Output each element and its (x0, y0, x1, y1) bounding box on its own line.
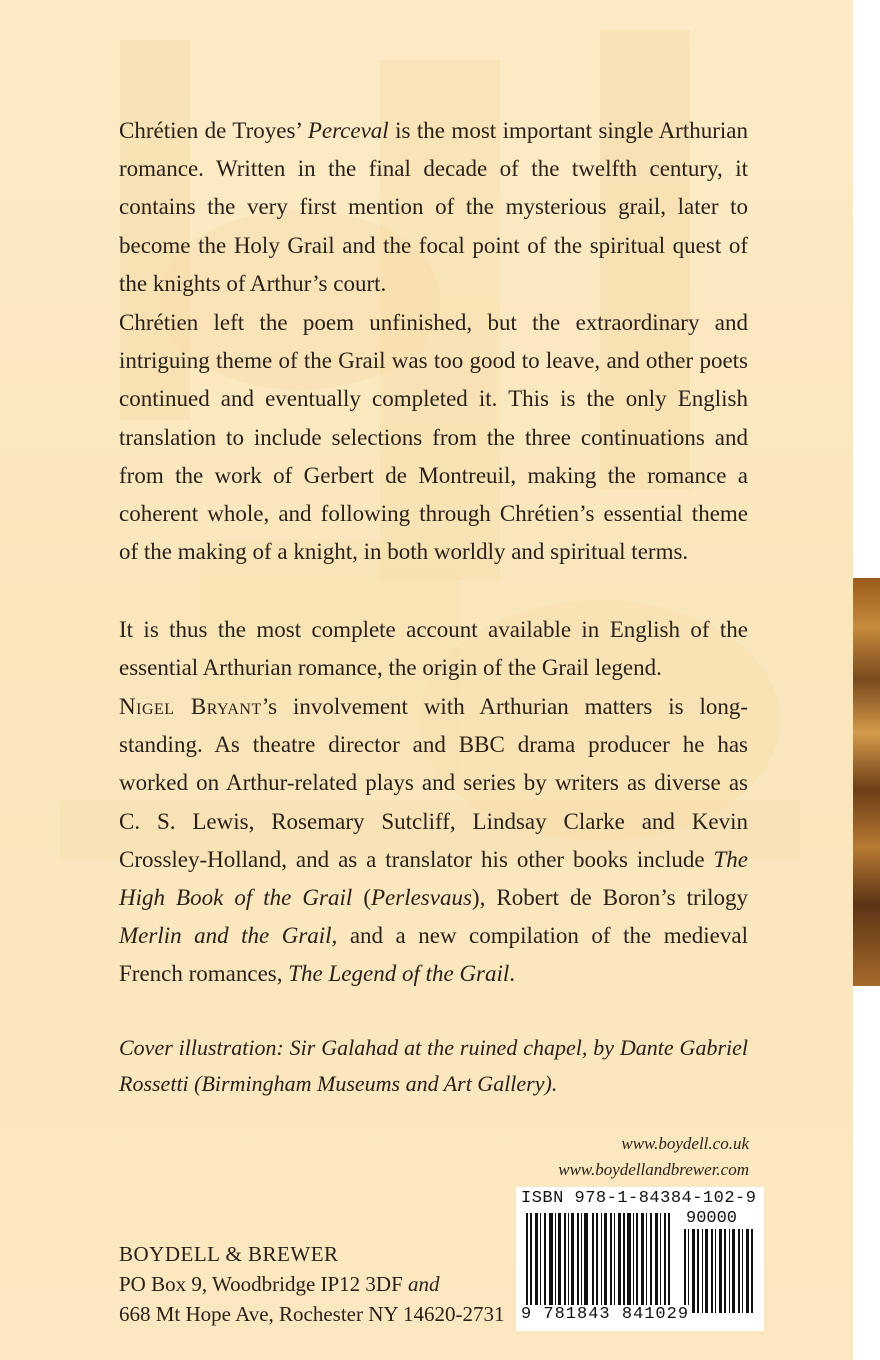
publisher-urls (558, 1131, 749, 1183)
author-bio: Nigel Bryant’s involvement with Arthurian matters is long-standing. As theatre director and BBC drama producer he has worked on Arthur-related plays and series by writers as diverse as C. S. Lewis, Rosemary Sutcliff, Lindsay Clarke and Kevin Crossley-Holland, and as a translator his other books include The High Book of the Grail (Perlesvaus), Robert de Boron’s trilogy Merlin and the Grail, and a new compilation of the medieval French romances, The Legend of the Grail. (119, 694, 748, 987)
url-boydell: www.boydell.co.uk (621, 1134, 749, 1153)
blurb-paragraph-2: Chrétien left the poem unfinished, but the extraordinary and intriguing theme of the Grail was too good to leave, and other poets continued and eventually completed it. This is the only English translation to include selections from the three continuations and from the work of Gerbert de Montreuil, making the romance a coherent whole, and following through Chrétien’s essential theme of the making of a knight, in both worldly and spiritual terms. (119, 310, 748, 565)
blurb-paragraph-1: Chrétien de Troyes’ Perceval is the most important single Arthurian romance. Written in the final decade of the twelfth century, it contains the very first mention of the mysterious grail, later to become the Holy Grail and the focal point of the spiritual quest of the knights of Arthur’s court. (119, 118, 748, 296)
book-title-perceval: Perceval (307, 118, 389, 143)
ean-barcode-bars (526, 1213, 676, 1313)
ean-digits: 9 781843 841029 (521, 1305, 690, 1324)
front-cover-art-edge (853, 578, 880, 986)
publisher-address-line-1: PO Box 9, Woodbridge IP12 3DF and (119, 1272, 440, 1296)
url-boydellandbrewer: www.boydellandbrewer.com (558, 1160, 749, 1179)
isbn-barcode (516, 1187, 764, 1331)
author-name: Nigel Bryant (119, 694, 262, 719)
isbn-number: ISBN 978-1-84384-102-9 (521, 1189, 757, 1208)
price-barcode-bars (684, 1229, 756, 1313)
publisher-address-line-2: 668 Mt Hope Ave, Rochester NY 14620-2731 (119, 1302, 505, 1326)
publisher-address (119, 1239, 505, 1329)
cover-illustration-credit: Cover illustration: Sir Galahad at the ruined chapel, by Dante Gabriel Rossetti (Birmingham Museums and Art Gallery). (119, 1035, 748, 1096)
publisher-name: BOYDELL & BREWER (119, 1242, 339, 1266)
price-code: 90000 (686, 1209, 738, 1228)
blurb-paragraph-3: It is thus the most complete account available in English of the essential Arthurian romance, the origin of the Grail legend. (119, 617, 748, 681)
